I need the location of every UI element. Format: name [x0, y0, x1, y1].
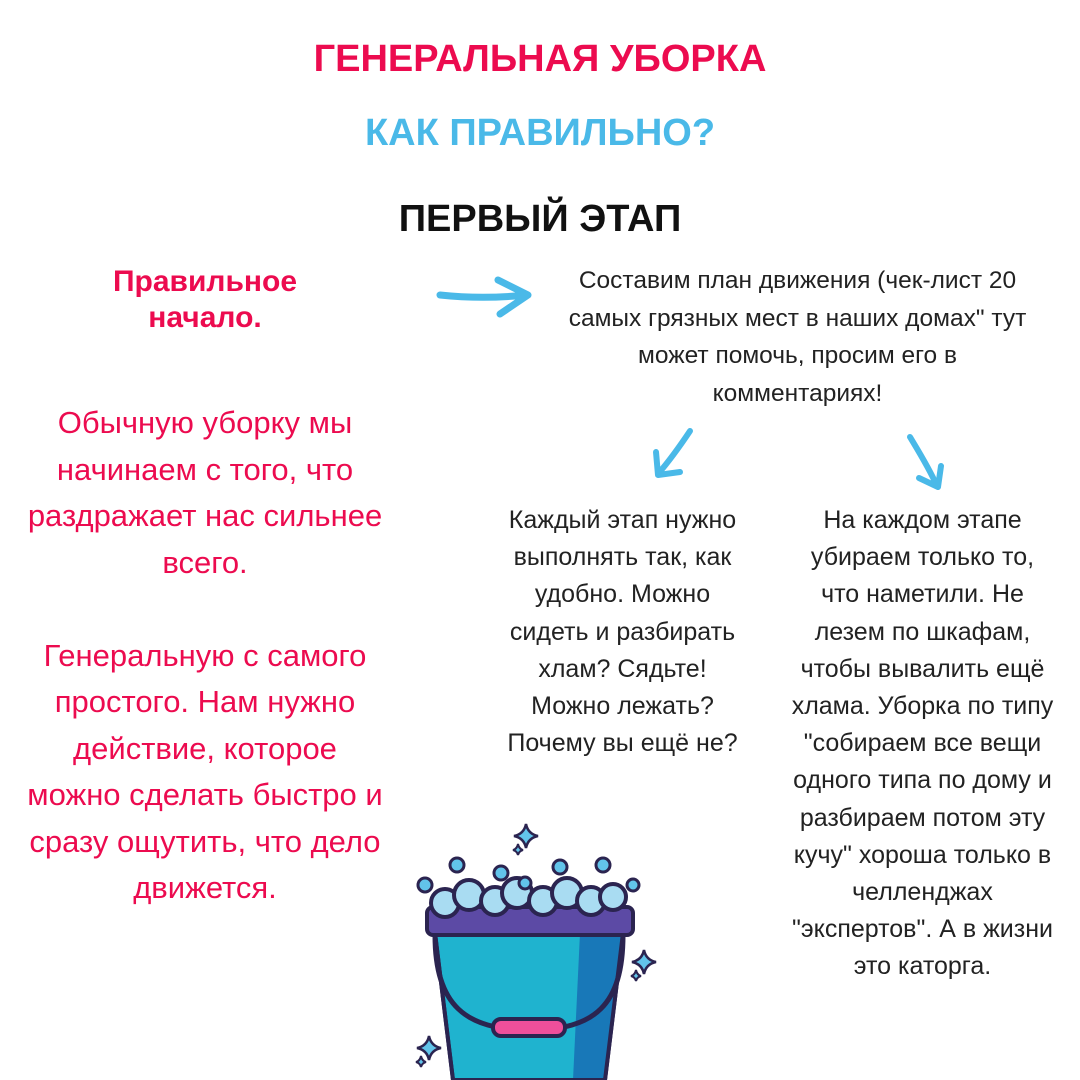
page-title: ГЕНЕРАЛЬНАЯ УБОРКА: [313, 38, 767, 80]
page-subtitle: КАК ПРАВИЛЬНО?: [364, 112, 716, 154]
sparkle-icon: [413, 1034, 445, 1068]
left-body-text: Обычную уборку мы начинаем с того, что раздражает нас сильнее всего. Генеральную с самого простого. Нам нужно действие, которое можно сделать быстро и сразу ощутить, что дело движется.: [27, 405, 383, 905]
column-left-text: Каждый этап нужно выполнять так, как удобно. Можно сидеть и разбирать хлам? Сядьте! Можно лежать? Почему вы ещё не?: [507, 506, 738, 758]
arrow-down-left-icon: [650, 428, 695, 480]
plan-text: Составим план движения (чек-лист 20 самых грязных мест в наших домах" тут может помочь, просим его в комментариях!: [568, 267, 1027, 407]
sparkle-icon: [628, 948, 660, 982]
arrow-right-icon: [438, 276, 533, 321]
left-heading: Правильное начало.: [112, 265, 298, 334]
sparkle-icon: [510, 822, 542, 856]
arrow-down-right-icon: [905, 434, 945, 492]
stage-heading: ПЕРВЫЙ ЭТАП: [398, 198, 682, 240]
column-right-text: На каждом этапе убираем только то, что наметили. Не лезем по шкафам, чтобы вывалить ещё хлама. Уборка по типу "собираем все вещи одного типа по дому и разбираем потом эту кучу" хороша только в челленджах "экспертов". А в жизни это каторга.: [791, 506, 1054, 981]
